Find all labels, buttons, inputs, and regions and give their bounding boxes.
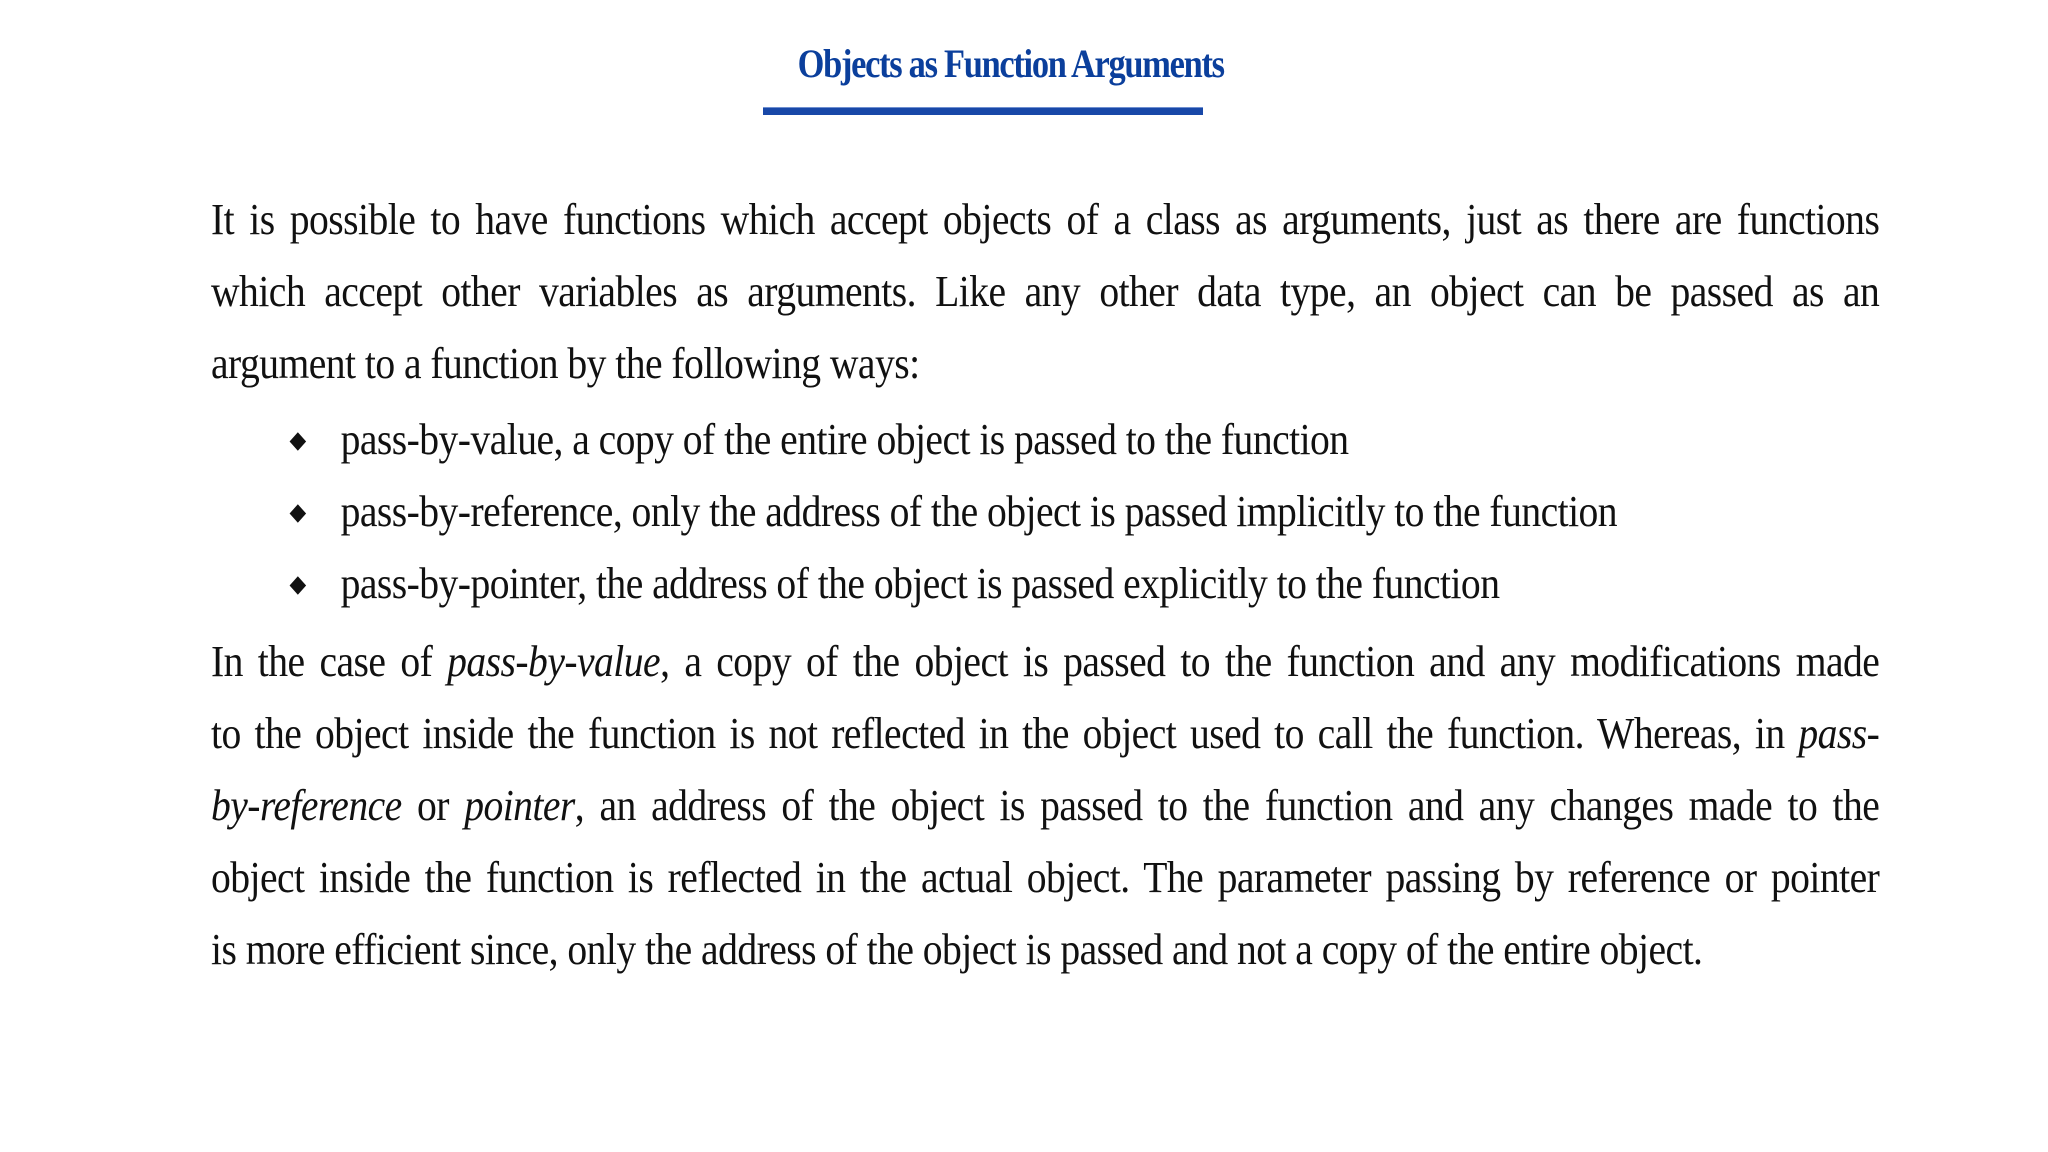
explanation-line-5: is more efficient since, only the address of the object is passed and not a copy of the entire object.: [211, 925, 1703, 974]
diamond-bullet-icon: [290, 576, 307, 594]
intro-paragraph: [211, 184, 1879, 400]
main-content: [211, 184, 1881, 986]
list-item-text: pass-by-value, a copy of the entire object is passed to the function: [340, 415, 1349, 464]
list-item: [211, 476, 1714, 548]
text-run: or: [401, 781, 465, 830]
intro-line-1: It is possible to have functions which accept objects of a class as arguments, just as there are functions: [211, 195, 1880, 244]
title-underline: [763, 107, 1203, 115]
diamond-bullet-icon: [290, 504, 307, 522]
title-container: [763, 40, 1224, 87]
emphasis-term: pointer: [464, 781, 575, 830]
list-item: [211, 548, 1714, 620]
list-item: [211, 404, 1714, 476]
list-item-text: pass-by-reference, only the address of the object is passed implicitly to the function: [340, 487, 1618, 536]
explanation-line-1: [211, 626, 1879, 698]
page-title: Objects as Function Arguments: [797, 41, 1224, 86]
passing-methods-list: [211, 404, 1714, 620]
list-item-text: pass-by-pointer, the address of the object is passed explicitly to the function: [340, 559, 1500, 608]
text-run: to the object inside the function is not reflected in the object used to call the function. Whereas, in: [211, 709, 1799, 758]
explanation-line-4: object inside the function is reflected in the actual object. The parameter passing by reference or pointer: [211, 853, 1880, 902]
diamond-bullet-icon: [290, 432, 307, 450]
text-run: , a copy of the object is passed to the function and any modifications made: [660, 637, 1880, 686]
explanation-paragraph: [211, 626, 1879, 986]
intro-line-3: argument to a function by the following ways:: [211, 339, 920, 388]
intro-line-2: which accept other variables as arguments. Like any other data type, an object can be passed as an: [211, 267, 1880, 316]
text-run: In the case of: [211, 637, 448, 686]
emphasis-term: by-reference: [211, 781, 402, 830]
explanation-line-2: [211, 698, 1879, 770]
explanation-line-3: [211, 770, 1879, 842]
emphasis-term: pass-: [1798, 709, 1880, 758]
text-run: , an address of the object is passed to the function and any changes made to the: [574, 781, 1880, 830]
emphasis-term: pass-by-value: [447, 637, 661, 686]
